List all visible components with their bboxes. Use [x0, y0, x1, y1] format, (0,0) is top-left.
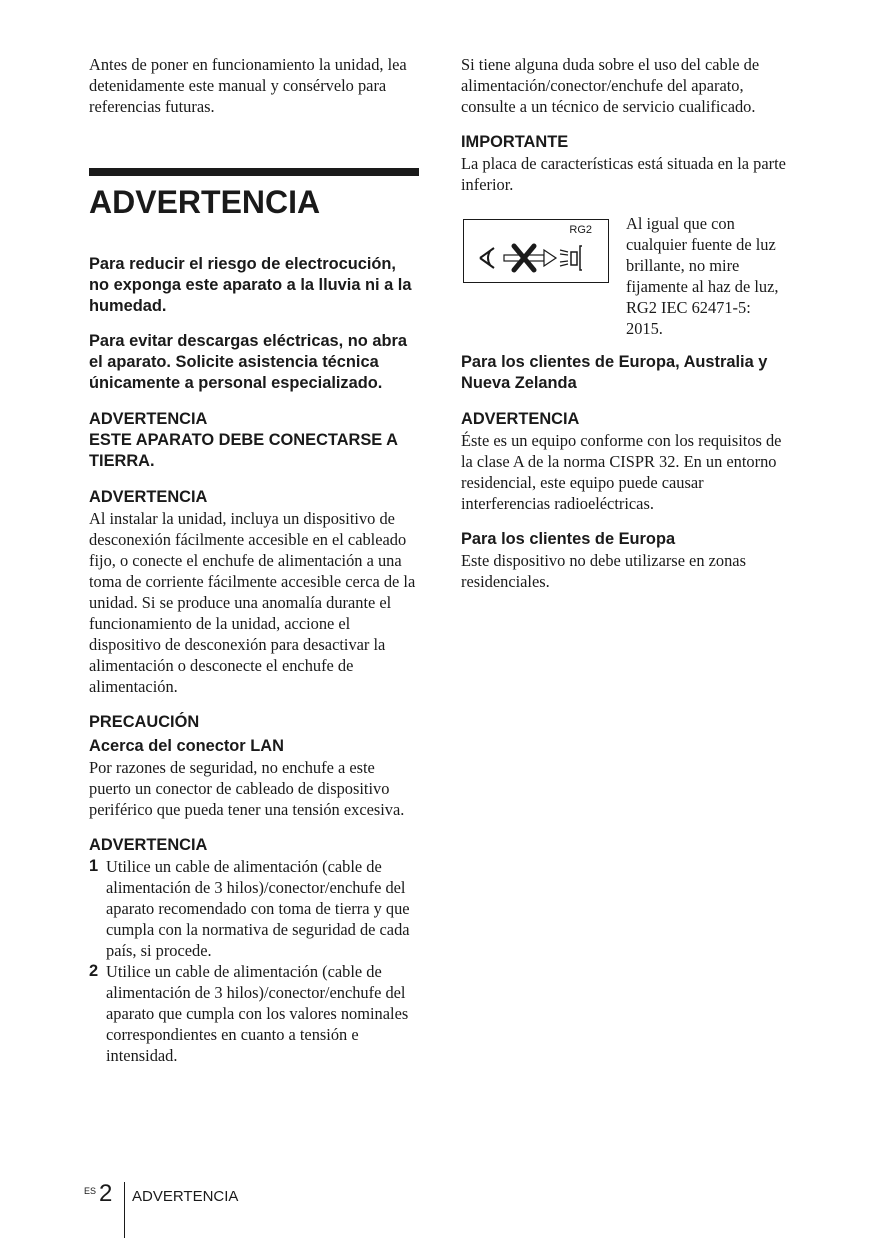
projector-lens-icon: [560, 246, 582, 270]
list-item-text: Utilice un cable de alimentación (cable de alimentación de 3 hilos)/conector/enchufe del aparato que cumpla con los valores nominales correspondientes en cuanto a tensión e intensidad.: [106, 962, 409, 1065]
europe-paragraph: Este dispositivo no debe utilizarse en zonas residenciales.: [461, 551, 746, 591]
rg2-label-block: [461, 213, 791, 339]
important-heading: IMPORTANTE: [461, 133, 569, 151]
doubt-paragraph: Si tiene alguna duda sobre el uso del cable de alimentación/conector/enchufe del aparato, consulte a un técnico de servicio cualificado.: [461, 55, 760, 116]
cispr-paragraph: Éste es un equipo conforme con los requisitos de la clase A de la norma CISPR 32. En un entorno residencial, este equipo puede causar interferencias radioeléctricas.: [461, 431, 782, 513]
rg2-pictogram: [476, 240, 598, 276]
intro-paragraph: Antes de poner en funcionamiento la unidad, lea detenidamente este manual y consérvelo para referencias futuras.: [89, 55, 407, 116]
install-paragraph: Al instalar la unidad, incluya un dispositivo de desconexión fácilmente accesible en el cableado fijo, o conecte el enchufe de alimentación a una toma de corriente fácilmente accesible cerca de la unidad. Si se produce una anomalía durante el funcionamiento de la unidad, accione el dispositivo de desconexión para desactivar la alimentación o desconecte el enchufe de alimentación.: [89, 509, 416, 696]
section-title: ADVERTENCIA: [89, 184, 321, 220]
list-item: [89, 856, 419, 961]
ground-heading: ADVERTENCIA: [89, 410, 208, 428]
list-item-number: 1: [89, 857, 99, 875]
caution-heading: PRECAUCIÓN: [89, 713, 200, 731]
warning-open: Para evitar descargas eléctricas, no abra el aparato. Solicite asistencia técnica únicamente a personal especializado.: [89, 332, 407, 392]
europe-heading: Para los clientes de Europa: [461, 530, 676, 548]
rg2-label-text: RG2: [569, 224, 592, 236]
cable-heading: ADVERTENCIA: [89, 836, 208, 854]
section-rule: [89, 168, 419, 176]
rg2-caution-text: Al igual que con cualquier fuente de luz brillante, no mire fijamente al haz de luz, RG2 IEC 62471-5: 2015.: [626, 214, 779, 338]
lan-heading: Acerca del conector LAN: [89, 737, 284, 755]
list-item-number: 2: [89, 962, 99, 980]
footer-divider: [124, 1182, 125, 1238]
ground-text: ESTE APARATO DEBE CONECTARSE A TIERRA.: [89, 431, 398, 470]
language-code: ES: [84, 1186, 97, 1196]
list-item-text: Utilice un cable de alimentación (cable de alimentación de 3 hilos)/conector/enchufe del aparato recomendado con toma de tierra y que cumpla con la normativa de seguridad de cada país, si procede.: [106, 857, 410, 960]
page-number: 2: [99, 1180, 113, 1207]
warning-rain: Para reducir el riesgo de electrocución, no exponga este aparato a la lluvia ni a la humedad.: [89, 255, 412, 315]
rg2-warning-label: [463, 219, 609, 283]
install-heading: ADVERTENCIA: [89, 488, 208, 506]
important-paragraph: La placa de características está situada en la parte inferior.: [461, 154, 786, 194]
cable-list: [89, 856, 419, 1066]
cispr-heading: ADVERTENCIA: [461, 410, 580, 428]
footer-section-name: ADVERTENCIA: [132, 1188, 239, 1205]
eye-icon: [480, 248, 494, 268]
lan-paragraph: Por razones de seguridad, no enchufe a este puerto un conector de cableado de dispositivo periférico que pueda tener una tensión excesiva.: [89, 758, 405, 819]
left-column: [89, 54, 419, 1066]
ground-warning: [89, 409, 419, 472]
right-column: [461, 54, 791, 592]
list-item: [89, 961, 419, 1066]
region-heading: Para los clientes de Europa, Australia y Nueva Zelanda: [461, 353, 768, 392]
